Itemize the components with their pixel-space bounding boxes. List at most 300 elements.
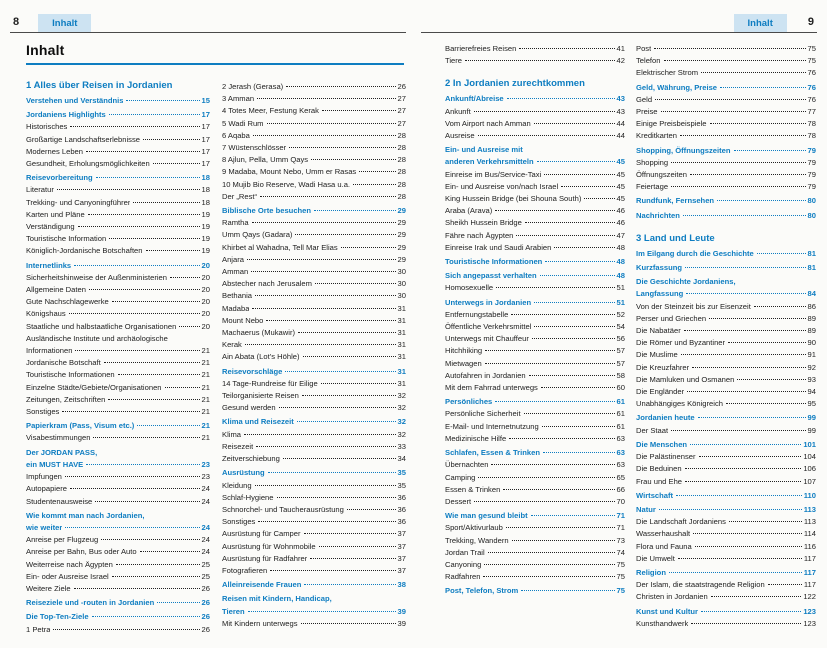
dot-leader <box>525 222 615 223</box>
toc-entry-page-number: 32 <box>397 417 406 427</box>
toc-item-entry <box>26 284 210 296</box>
dot-leader <box>353 184 396 185</box>
toc-item-entry <box>222 429 406 441</box>
dot-leader <box>474 501 614 502</box>
toc-section-entry <box>636 210 816 222</box>
toc-entry-page-number: 116 <box>803 541 816 551</box>
toc-item-entry <box>222 528 406 540</box>
dot-leader <box>302 395 396 396</box>
toc-item-entry <box>445 408 625 420</box>
toc-entry-page-number: 75 <box>807 44 816 53</box>
toc-entry-page-number: 26 <box>201 598 210 608</box>
dot-leader <box>685 267 806 268</box>
toc-entry-page-number: 31 <box>397 303 406 313</box>
toc-entry-label: Khirbet al Wahadna, Tell Mar Elias <box>222 242 338 252</box>
toc-item-entry <box>445 217 625 229</box>
toc-entry-page-number: 23 <box>201 472 210 482</box>
toc-entry-page-number: 29 <box>397 254 406 264</box>
toc-entry-label: Amman <box>222 267 249 277</box>
toc-entry-page-number: 29 <box>397 230 406 240</box>
toc-entry-page-number: 43 <box>616 94 625 104</box>
dot-leader <box>65 476 200 477</box>
dot-leader <box>112 301 200 302</box>
toc-entry-label: Ankunft <box>445 106 471 116</box>
dot-leader <box>270 570 395 571</box>
dot-leader <box>88 214 200 215</box>
toc-entry-label: Weiterreise nach Ägypten <box>26 559 113 569</box>
toc-entry-label: Rundfunk, Fernsehen <box>636 196 715 206</box>
dot-leader <box>659 509 802 510</box>
dot-leader <box>671 186 805 187</box>
toc-entry-label: Feiertage <box>636 182 669 192</box>
toc-entry-label: Die Landschaft Jordaniens <box>636 517 726 527</box>
toc-section-entry <box>222 606 406 618</box>
dot-leader <box>711 596 802 597</box>
dot-leader <box>92 616 200 617</box>
toc-entry-page-number: 117 <box>803 567 816 577</box>
dot-leader <box>512 540 615 541</box>
toc-item-entry <box>26 272 210 284</box>
toc-entry-page-number: 27 <box>397 94 406 104</box>
toc-item-entry <box>26 121 210 133</box>
toc-item-entry <box>445 181 625 193</box>
dot-leader <box>57 189 200 190</box>
page-header-right <box>421 8 817 33</box>
toc-entry-label: Modernes Leben <box>26 146 83 156</box>
toc-item-entry <box>222 390 406 402</box>
toc-entry-label: Nachrichten <box>636 210 680 220</box>
title-block <box>10 33 406 65</box>
toc-item-entry <box>26 221 210 233</box>
toc-entry-label: Homosexuelle <box>445 283 494 293</box>
dot-leader <box>654 48 805 49</box>
toc-item-entry <box>222 266 406 278</box>
toc-item-entry <box>445 118 625 130</box>
toc-entry-label: Shopping <box>636 157 669 167</box>
dot-leader <box>561 186 614 187</box>
toc-entry-page-number: 20 <box>201 285 210 295</box>
page-number-left: 8 <box>13 16 20 28</box>
toc-item-entry <box>636 476 816 488</box>
inhalt-tab-left: Inhalt <box>38 14 91 32</box>
toc-entry-page-number: 94 <box>807 387 816 397</box>
toc-item-entry <box>445 484 625 496</box>
dot-leader <box>268 472 396 473</box>
dot-leader <box>478 477 614 478</box>
toc-entry-label: Internetlinks <box>26 260 72 270</box>
toc-item-entry <box>636 118 816 130</box>
dot-leader <box>260 196 396 197</box>
dot-leader <box>267 123 396 124</box>
toc-item-entry <box>636 337 816 349</box>
dot-leader <box>65 527 199 528</box>
toc-item-entry <box>26 197 210 209</box>
dot-leader <box>768 584 802 585</box>
toc-entry-label: Persönliche Sicherheit <box>445 409 521 419</box>
toc-columns-left <box>10 69 406 636</box>
toc-item-entry <box>26 406 210 418</box>
dot-leader <box>687 391 805 392</box>
toc-entry-label: Religion <box>636 567 666 577</box>
toc-item-entry <box>222 290 406 302</box>
toc-entry-label: Öffnungszeiten <box>636 170 687 180</box>
toc-entry-label: Camping <box>445 472 476 482</box>
toc-entry-label: Persönliches <box>445 397 493 407</box>
toc-entry-page-number: 21 <box>201 433 210 443</box>
toc-entry-page-number: 61 <box>616 409 625 419</box>
toc-item-entry <box>636 553 816 565</box>
toc-entry-page-number: 18 <box>201 173 210 183</box>
toc-item-entry <box>636 325 816 337</box>
toc-entry-label: Der JORDAN PASS, <box>26 447 98 457</box>
toc-entry-label: Jordanien heute <box>636 413 695 423</box>
toc-entry-label: Wie kommt man nach Jordanien, <box>26 510 145 520</box>
toc-entry-label: Sonstiges <box>26 407 60 417</box>
toc-entry-page-number: 31 <box>397 366 406 376</box>
dot-leader <box>521 590 614 591</box>
toc-entry-label: Im Eilgang durch die Geschichte <box>636 248 754 258</box>
dot-leader <box>728 342 805 343</box>
toc-entry-label: 3 Land und Leute <box>636 232 715 244</box>
toc-item-entry <box>445 559 625 571</box>
toc-entry-label: Shopping, Öffnungszeiten <box>636 145 731 155</box>
toc-entry-page-number: 106 <box>803 464 816 474</box>
toc-entry-label: Ausrüstung für Wohnmobile <box>222 541 316 551</box>
toc-item-entry <box>26 496 210 508</box>
toc-entry-page-number: 17 <box>201 134 210 144</box>
dot-leader <box>734 150 806 151</box>
toc-entry-page-number: 24 <box>201 522 210 532</box>
dot-leader <box>701 72 806 73</box>
toc-entry-label: 14 Tage-Rundreise für Eilige <box>222 378 318 388</box>
toc-entry-page-number: 114 <box>803 529 816 539</box>
page-number-right: 9 <box>807 16 814 28</box>
dot-leader <box>101 539 199 540</box>
toc-section-entry <box>26 95 210 107</box>
toc-entry-page-number: 117 <box>803 580 816 590</box>
toc-entry-page-number: 86 <box>807 301 816 311</box>
toc-entry-label: Trekking- und Canyoningführer <box>26 197 131 207</box>
toc-entry-page-number: 123 <box>803 618 816 628</box>
dot-leader <box>116 564 200 565</box>
toc-entry-page-number: 75 <box>616 586 625 596</box>
dot-leader <box>509 438 614 439</box>
dot-leader <box>179 326 199 327</box>
toc-item-entry <box>636 541 816 553</box>
toc-entry-page-number: 15 <box>201 96 210 105</box>
toc-entry-label: Medizinische Hilfe <box>445 433 507 443</box>
dot-leader <box>699 456 802 457</box>
dot-leader <box>754 306 806 307</box>
toc-item-entry <box>26 296 210 308</box>
toc-entry-page-number: 36 <box>397 504 406 514</box>
toc-entry-label: Schlaf-Hygiene <box>222 492 274 502</box>
toc-item-entry <box>636 618 816 630</box>
dot-leader <box>311 159 395 160</box>
toc-entry-page-number: 70 <box>616 496 625 506</box>
toc-entry-page-number: 19 <box>201 222 210 232</box>
toc-section-entry <box>26 597 210 609</box>
toc-item-entry <box>222 93 406 105</box>
dot-leader <box>304 584 395 585</box>
toc-entry-page-number: 75 <box>616 572 625 582</box>
toc-entry-page-number: 57 <box>616 346 625 356</box>
dot-leader <box>678 558 802 559</box>
toc-entry-label: Preise <box>636 107 658 117</box>
toc-item-entry <box>445 472 625 484</box>
toc-entry-label: Gesund werden <box>222 403 276 413</box>
toc-entry-page-number: 75 <box>616 559 625 569</box>
dot-leader <box>359 171 395 172</box>
toc-entry-page-number: 31 <box>397 352 406 362</box>
dot-leader <box>701 611 801 612</box>
toc-entry-page-number: 30 <box>397 279 406 289</box>
dot-leader <box>256 446 395 447</box>
toc-section-entry <box>636 567 816 579</box>
toc-entry-page-number: 48 <box>616 257 625 267</box>
toc-entry-label: Schnorchel- und Taucherausrüstung <box>222 504 344 514</box>
toc-entry-page-number: 75 <box>807 56 816 66</box>
toc-entry-page-number: 32 <box>397 403 406 413</box>
toc-entry-label: 10 Mujib Bio Reserve, Wadi Hasa u.a. <box>222 179 351 189</box>
toc-entry-page-number: 31 <box>397 315 406 325</box>
toc-entry-label: Bethania <box>222 291 252 301</box>
toc-entry-page-number: 81 <box>807 263 816 273</box>
dot-leader <box>89 289 200 290</box>
toc-entry-label: Kurzfassung <box>636 263 682 273</box>
toc-entry-page-number: 17 <box>201 122 210 132</box>
toc-entry-page-number: 28 <box>397 191 406 201</box>
toc-item-entry <box>445 230 625 242</box>
toc-item-entry <box>26 308 210 320</box>
dot-leader <box>664 60 806 61</box>
toc-entry-page-number: 19 <box>201 234 210 244</box>
toc-entry-page-number: 27 <box>397 106 406 116</box>
toc-entry-page-number: 60 <box>616 383 625 393</box>
dot-leader <box>511 314 614 315</box>
toc-entry-page-number: 20 <box>201 309 210 319</box>
toc-entry-page-number: 21 <box>201 346 210 356</box>
dot-leader <box>683 215 806 216</box>
dot-leader <box>70 488 200 489</box>
toc-item-entry <box>222 303 406 315</box>
toc-item-entry <box>26 134 210 146</box>
toc-item-entry <box>222 315 406 327</box>
dot-leader <box>255 485 396 486</box>
toc-entry-label: Papierkram (Pass, Visum etc.) <box>26 421 135 431</box>
toc-entry-label: Essen & Trinken <box>445 484 501 494</box>
toc-entry-page-number: 79 <box>807 182 816 192</box>
toc-entry-label: Anreise per Flugzeug <box>26 535 99 545</box>
toc-section-entry <box>445 93 625 105</box>
toc-section-entry <box>26 510 210 522</box>
toc-entry-page-number: 29 <box>397 206 406 216</box>
dot-leader <box>710 123 806 124</box>
toc-entry-page-number: 37 <box>397 541 406 551</box>
toc-item-entry <box>26 369 210 381</box>
toc-item-entry <box>636 181 816 193</box>
toc-entry-page-number: 92 <box>807 362 816 372</box>
dot-leader <box>303 356 396 357</box>
toc-entry-page-number: 79 <box>807 145 816 155</box>
toc-entry-label: Sonstiges <box>222 517 256 527</box>
toc-entry-page-number: 78 <box>807 119 816 129</box>
dot-leader <box>676 495 802 496</box>
toc-item-entry <box>26 432 210 444</box>
dot-leader <box>671 162 805 163</box>
dot-leader <box>474 111 615 112</box>
page-title: Inhalt <box>26 42 65 58</box>
toc-entry-page-number: 44 <box>616 118 625 128</box>
dot-leader <box>298 332 396 333</box>
dot-leader <box>74 265 199 266</box>
toc-item-entry <box>636 55 816 67</box>
toc-entry-label: Entfernungstabelle <box>445 309 509 319</box>
toc-entry-page-number: 42 <box>616 56 625 66</box>
toc-entry-page-number: 77 <box>807 107 816 117</box>
toc-entry-label: Jordanische Botschaft <box>26 358 101 368</box>
toc-section-entry <box>445 256 625 268</box>
dot-leader <box>686 293 805 294</box>
dot-leader <box>341 247 396 248</box>
dot-leader <box>153 163 200 164</box>
dot-leader <box>540 275 615 276</box>
toc-item-entry <box>26 321 210 333</box>
toc-item-entry <box>222 217 406 229</box>
toc-item-entry <box>445 459 625 471</box>
toc-entry-label: Literatur <box>26 185 54 195</box>
toc-section-entry <box>222 205 406 217</box>
toc-item-entry <box>26 559 210 571</box>
toc-entry-label: Canyoning <box>445 559 482 569</box>
toc-item-entry <box>445 535 625 547</box>
toc-entry-label: Barrierefreies Reisen <box>445 44 517 53</box>
toc-entry-label: Elektrischer Strom <box>636 68 699 78</box>
toc-entry-page-number: 31 <box>397 378 406 388</box>
toc-entry-label: Einreise Irak und Saudi Arabien <box>445 242 552 252</box>
toc-column-p9c2 <box>636 43 816 630</box>
toc-entry-label: Madaba <box>222 303 250 313</box>
toc-chapter-heading <box>445 77 625 90</box>
toc-entry-label: Mietwagen <box>445 358 482 368</box>
dot-leader <box>251 271 395 272</box>
toc-entry-label: Von der Steinzeit bis zur Eisenzeit <box>636 301 751 311</box>
dot-leader <box>252 308 395 309</box>
dot-leader <box>301 623 396 624</box>
toc-entry-page-number: 28 <box>397 130 406 140</box>
toc-entry-page-number: 76 <box>807 68 816 78</box>
dot-leader <box>289 147 395 148</box>
toc-section-entry <box>636 412 816 424</box>
toc-entry-label: Abstecher nach Jerusalem <box>222 279 312 289</box>
toc-item-entry <box>445 522 625 534</box>
toc-entry-label: Wie man gesund bleibt <box>445 511 528 521</box>
toc-entry-page-number: 21 <box>201 382 210 392</box>
toc-entry-page-number: 123 <box>803 606 816 616</box>
dot-leader <box>506 527 615 528</box>
dot-leader <box>757 253 806 254</box>
dot-leader <box>96 177 200 178</box>
dot-leader <box>534 302 614 303</box>
toc-entry-page-number: 28 <box>397 155 406 165</box>
toc-entry-page-number: 61 <box>616 397 625 407</box>
dot-leader <box>315 283 396 284</box>
toc-section-entry <box>26 459 210 471</box>
toc-entry-label: Natur <box>636 504 656 514</box>
dot-leader <box>108 399 199 400</box>
dot-leader <box>684 330 806 331</box>
dot-leader <box>519 48 614 49</box>
dot-leader <box>531 515 615 516</box>
toc-entry-label: Die Römer und Byzantiner <box>636 338 726 348</box>
dot-leader <box>737 379 805 380</box>
toc-item-entry <box>26 146 210 158</box>
toc-entry-page-number: 58 <box>616 370 625 380</box>
dot-leader <box>297 421 396 422</box>
toc-entry-page-number: 107 <box>803 476 816 486</box>
toc-item-entry <box>445 130 625 142</box>
toc-entry-label: Wasserhaushalt <box>636 529 691 539</box>
toc-entry-label: Die Nabatäer <box>636 326 681 336</box>
toc-section-entry <box>636 195 816 207</box>
dot-leader <box>75 350 199 351</box>
toc-item-entry <box>26 345 210 357</box>
toc-entry-page-number: 52 <box>616 309 625 319</box>
toc-entry-label: 2 Jerash (Gerasa) <box>222 82 284 91</box>
toc-entry-label: Einreise im Bus/Service-Taxi <box>445 169 542 179</box>
toc-entry-label: Trekking, Wandern <box>445 535 509 545</box>
toc-item-entry <box>636 169 816 181</box>
toc-section-entry <box>636 439 816 451</box>
toc-item-entry <box>636 94 816 106</box>
toc-item-entry <box>222 166 406 178</box>
toc-entry-label: Christen in Jordanien <box>636 592 708 602</box>
toc-entry-page-number: 29 <box>397 218 406 228</box>
toc-section-entry <box>26 447 210 459</box>
toc-entry-label: Geld <box>636 94 653 104</box>
page-header-left <box>10 8 406 33</box>
toc-entry-page-number: 84 <box>807 289 816 299</box>
toc-entry-page-number: 79 <box>807 170 816 180</box>
dot-leader <box>304 533 396 534</box>
toc-item-entry <box>636 374 816 386</box>
dot-leader <box>488 552 615 553</box>
dot-leader <box>146 250 200 251</box>
toc-entry-label: ein MUST HAVE <box>26 459 84 469</box>
toc-item-entry <box>636 579 816 591</box>
dot-leader <box>104 362 200 363</box>
toc-item-entry <box>445 321 625 333</box>
toc-entry-page-number: 122 <box>803 592 816 602</box>
toc-section-entry <box>26 260 210 272</box>
toc-entry-label: Ausländische Institute und archäologische <box>26 333 168 343</box>
toc-item-entry <box>222 618 406 630</box>
toc-entry-label: Die Top-Ten-Ziele <box>26 612 89 622</box>
toc-entry-label: wie weiter <box>26 522 63 532</box>
toc-entry-label: Fähre nach Ägypten <box>445 230 514 240</box>
toc-entry-label: anderen Verkehrsmitteln <box>445 157 534 167</box>
toc-item-entry <box>222 118 406 130</box>
toc-section-entry <box>445 585 625 597</box>
toc-item-entry <box>445 333 625 345</box>
toc-item-entry <box>636 516 816 528</box>
toc-entry-page-number: 61 <box>616 421 625 431</box>
dot-leader <box>661 111 806 112</box>
dot-leader <box>86 151 200 152</box>
toc-entry-label: Informationen <box>26 346 73 356</box>
dot-leader <box>165 387 200 388</box>
dot-leader <box>112 576 200 577</box>
